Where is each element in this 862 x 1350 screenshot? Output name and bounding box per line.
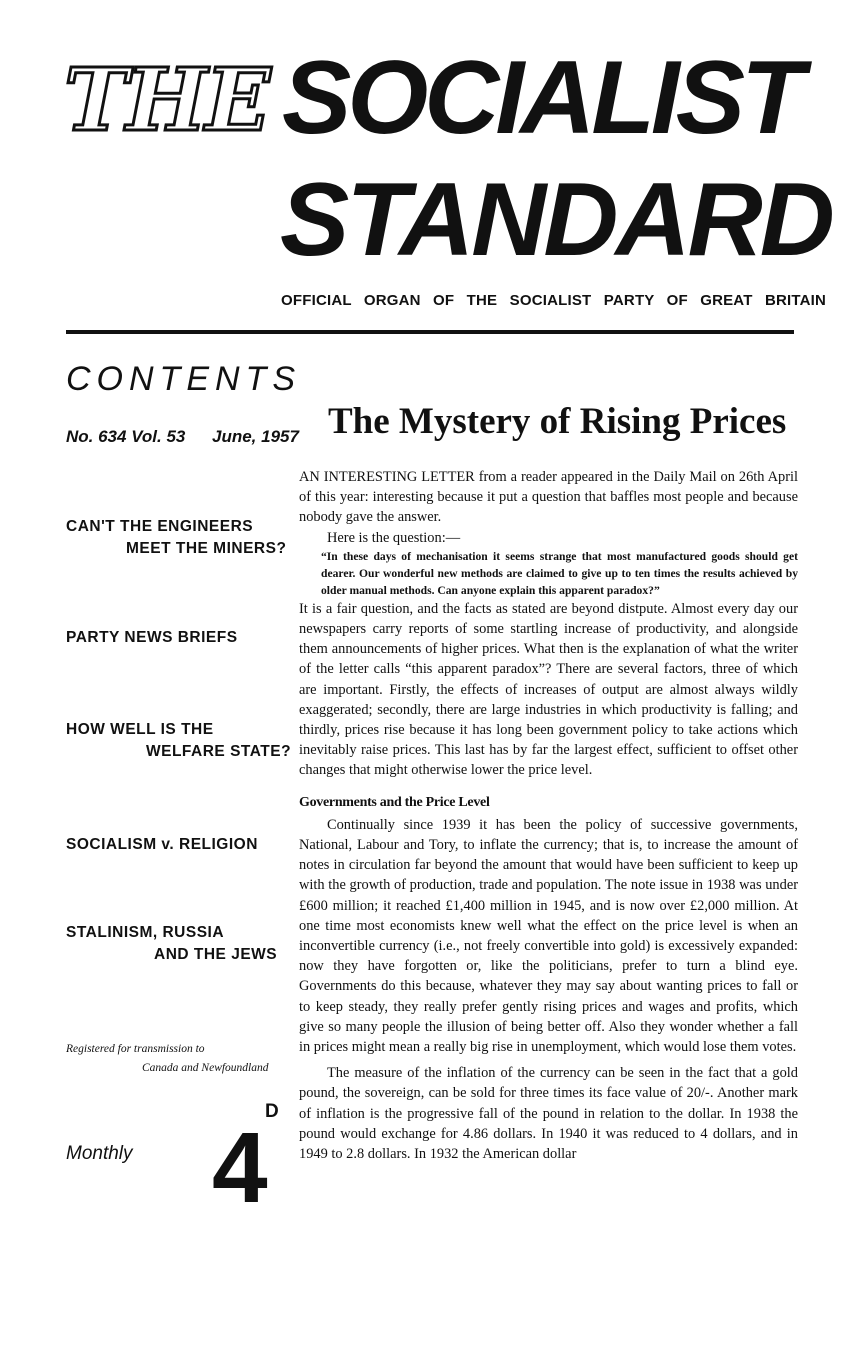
toc-item-stalinism [66, 922, 277, 966]
toc-item-welfare-state [66, 719, 291, 763]
toc-line: HOW WELL IS THE [66, 721, 214, 738]
article-paragraph: AN INTERESTING LETTER from a reader appeared in the Daily Mail on 26th April of this year: interesting because it put a question that baffles most people and because nobody gave the answer. [299, 469, 798, 526]
contents-heading: CONTENTS [66, 360, 301, 398]
masthead-title-standard: STANDARD [280, 162, 832, 278]
toc-line: CAN'T THE ENGINEERS [66, 518, 254, 535]
price-value: 4 [212, 1112, 268, 1224]
toc-line: WELFARE STATE? [146, 743, 292, 760]
article-paragraph: The measure of the inflation of the currency can be seen in the fact that a gold pound, the sovereign, can be sold for three times its face value of 20/-. Another mark of inflation is the progressive fall of the pound in relation to the dollar. In 1938 the pound would exchange for 4.86 dollars. In 1940 it was reduced to 4 dollars, and in 1949 to 2.8 dollars. In 1932 the American dollar [299, 1065, 798, 1163]
price-unit: D [265, 1101, 279, 1122]
masthead-the: THE [64, 50, 269, 151]
issue-date: June, 1957 [212, 427, 299, 446]
toc-line: PARTY NEWS BRIEFS [66, 629, 238, 646]
toc-item-socialism-religion [66, 834, 258, 856]
frequency-label: Monthly [66, 1143, 133, 1164]
masthead-divider [66, 330, 794, 334]
toc-line: SOCIALISM v. RELIGION [66, 836, 258, 853]
article-quote: “In these days of mechanisation it seems strange that most manufactured goods should get dearer. Our wonderful new methods are claimed to give up to ten times the results achieved by older manual methods. Can anyone explain this apparent paradox?” [321, 549, 798, 597]
toc-item-party-news [66, 627, 238, 649]
issue-number: No. 634 Vol. 53 [66, 427, 186, 446]
masthead-subtitle: OFFICIAL ORGAN OF THE SOCIALIST PARTY OF GREAT BRITAIN [281, 292, 827, 309]
masthead-title-socialist: SOCIALIST [282, 40, 801, 156]
registration-line: Canada and Newfoundland [142, 1062, 269, 1074]
toc-line: STALINISM, RUSSIA [66, 924, 225, 941]
article-title: The Mystery of Rising Prices [328, 401, 787, 442]
toc-line: MEET THE MINERS? [126, 540, 287, 557]
toc-line: AND THE JEWS [154, 946, 278, 963]
article-subheading: Governments and the Price Level [299, 794, 490, 810]
article-paragraph: Continually since 1939 it has been the policy of successive governments, National, Labour and Tory, to inflate the currency; that is, to increase the amount of notes in circulation far beyond the amount that would have been sufficient to keep up with the growth of production, trade and population. The note issue in 1938 was under £600 million; it reached £1,400 million in 1945, and is now over £2,000 million. At one time most economists knew well what the effect on the price level is when an inconvertible currency (i.e., not freely convertible into gold) is excessively expanded: now they have forgotten or, like the politicians, prefer to turn a blind eye. Governments do this because, whatever they may say about wanting prices to fall or to keep steady, they really prefer gently rising prices and wages and profits, which give so many people the illusion of being better off. Also they wonder whether a fall in prices might mean a really big rise in unemployment, which would lose them votes. [299, 816, 798, 1056]
article-paragraph: It is a fair question, and the facts as stated are beyond distpute. Almost every day our newspapers carry reports of some startling increase of productivity, and alongside them announcements of higher prices. What then is the explanation of what the writer of the letter calls “this apparent paradox”? There are several factors, three of which are important. Firstly, the effects of increases of output are almost always wildly exaggerated; secondly, there are large industries in which productivity is falling; and thirdly, prices rise because it has long been government policy to take actions which inevitably raise prices. This last has by far the largest effect, sufficient to offset other changes that might otherwise lower the price level. [299, 600, 798, 779]
article-paragraph: Here is the question:— [327, 529, 461, 546]
registration-line: Registered for transmission to [66, 1043, 205, 1055]
article-body [299, 467, 798, 1164]
registration-note [66, 1040, 269, 1078]
toc-item-engineers [66, 516, 286, 560]
